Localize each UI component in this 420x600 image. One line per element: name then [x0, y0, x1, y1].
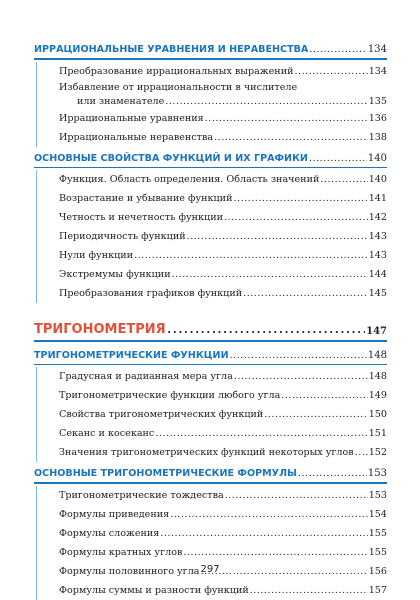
- entry-label: Возрастание и убывание функций: [59, 193, 233, 204]
- page-number: 134: [368, 65, 387, 77]
- toc-entry[interactable]: [59, 246, 387, 265]
- section-items: [36, 367, 387, 462]
- toc-entry[interactable]: [59, 581, 387, 600]
- toc-entry[interactable]: [59, 505, 387, 524]
- section-rule: [34, 58, 387, 60]
- section-items: [36, 486, 387, 600]
- entry-label: Свойства тригонометрических функций: [59, 409, 264, 420]
- entry-label: Градусная и радианная мера угла: [59, 371, 233, 382]
- page-number: 143: [368, 231, 387, 242]
- chapter-rule: [34, 340, 387, 342]
- section-title: ОСНОВНЫЕ ТРИГОНОМЕТРИЧЕСКИЕ ФОРМУЛЫ: [34, 468, 297, 479]
- leader-dots: [234, 371, 368, 382]
- entry-label: Преобразование иррациональных выражений: [59, 65, 294, 77]
- entry-label: Тригонометрические функции любого угла: [59, 390, 281, 401]
- entry-label: Формулы кратных углов: [59, 546, 183, 558]
- leader-dots: [264, 409, 367, 420]
- entry-label: Иррациональные неравенства: [59, 131, 214, 143]
- leader-dots: [320, 174, 367, 185]
- toc-entry[interactable]: [59, 128, 387, 147]
- leader-dots: [214, 132, 368, 143]
- toc-entry[interactable]: [59, 543, 387, 562]
- toc-entry[interactable]: [59, 424, 387, 443]
- toc-section: [34, 462, 387, 600]
- toc-entry[interactable]: [59, 208, 387, 227]
- page-number: 154: [368, 508, 387, 520]
- toc-entry[interactable]: [59, 443, 387, 462]
- leader-dots: [233, 193, 367, 204]
- page-number: 157: [368, 584, 387, 596]
- toc-entry[interactable]: [59, 284, 387, 303]
- page-number: 151: [368, 428, 387, 439]
- page-number: 136: [368, 112, 387, 124]
- leader-dots: [230, 350, 367, 361]
- section-heading[interactable]: [34, 462, 387, 481]
- page-number: 150: [368, 409, 387, 420]
- leader-dots: [165, 95, 367, 109]
- section-heading[interactable]: [34, 38, 387, 57]
- section-items: [36, 62, 387, 147]
- entry-label-continued: или знаменателе: [77, 95, 165, 107]
- leader-dots: [155, 428, 367, 439]
- entry-label: Формулы половинного угла: [59, 565, 200, 577]
- section-title: ИРРАЦИОНАЛЬНЫЕ УРАВНЕНИЯ И НЕРАВЕНСТВА: [34, 44, 309, 55]
- section-items: [36, 170, 387, 303]
- toc-entry[interactable]: [59, 62, 387, 81]
- page-folio: 297: [200, 564, 220, 575]
- page-number: 153: [368, 489, 387, 501]
- entry-label: Формулы сложения: [59, 527, 160, 539]
- entry-label: Периодичность функций: [59, 231, 186, 242]
- page-number: 148: [368, 371, 387, 382]
- page-number: 148: [367, 349, 387, 361]
- chapter-heading[interactable]: [34, 315, 387, 339]
- leader-dots: [160, 528, 367, 539]
- page-number: 138: [368, 131, 387, 143]
- section-rule: [34, 364, 387, 366]
- page-number: 153: [367, 468, 387, 479]
- leader-dots: [243, 288, 368, 299]
- section-heading[interactable]: [34, 344, 387, 363]
- entry-label: Избавление от иррациональности в числителе: [59, 81, 298, 93]
- page-number: 152: [368, 447, 387, 458]
- entry-label: Секанс и косеканс: [59, 428, 155, 439]
- leader-dots: [170, 509, 367, 520]
- page-number: 140: [367, 152, 387, 164]
- leader-dots: [355, 447, 368, 458]
- toc-section: [34, 344, 387, 463]
- entry-label: Тригонометрические тождества: [59, 489, 224, 501]
- toc-section: [34, 147, 387, 304]
- leader-dots: [295, 66, 368, 77]
- toc-section: [34, 38, 387, 147]
- leader-dots: [225, 490, 368, 501]
- page-number: 135: [368, 95, 387, 107]
- page-number: 134: [367, 44, 387, 55]
- section-rule: [34, 167, 387, 169]
- entry-label: Нули функции: [59, 250, 134, 261]
- toc-entry[interactable]: [59, 81, 387, 109]
- toc-entry[interactable]: [59, 367, 387, 386]
- page-number: 141: [368, 193, 387, 204]
- leader-dots: [183, 547, 367, 558]
- entry-label: Формулы приведения: [59, 508, 170, 520]
- toc-entry[interactable]: [59, 227, 387, 246]
- table-of-contents: [34, 38, 387, 600]
- toc-entry[interactable]: [59, 265, 387, 284]
- entry-label: Функция. Область определения. Область значений: [59, 174, 320, 185]
- leader-dots: [172, 269, 368, 280]
- section-title: ОСНОВНЫЕ СВОЙСТВА ФУНКЦИЙ И ИХ ГРАФИКИ: [34, 152, 308, 164]
- page-number: 143: [368, 250, 387, 261]
- entry-label: Экстремумы функции: [59, 269, 171, 280]
- section-heading[interactable]: [34, 147, 387, 166]
- page-number: 140: [368, 174, 387, 185]
- section-title: ТРИГОНОМЕТРИЧЕСКИЕ ФУНКЦИИ: [34, 349, 229, 361]
- entry-label: Четность и нечетность функции: [59, 212, 223, 223]
- page-number: 142: [368, 212, 387, 223]
- toc-entry[interactable]: [59, 189, 387, 208]
- page-number: 155: [368, 546, 387, 558]
- leader-dots: [167, 318, 365, 337]
- entry-label: Формулы суммы и разности функций: [59, 584, 249, 596]
- section-rule: [34, 482, 387, 484]
- entry-label: Иррациональные уравнения: [59, 112, 204, 124]
- toc-entry[interactable]: [59, 109, 387, 128]
- page-number: 144: [368, 269, 387, 280]
- page-number: 149: [368, 390, 387, 401]
- leader-dots: [205, 113, 368, 124]
- toc-entry[interactable]: [59, 170, 387, 189]
- leader-dots: [134, 250, 368, 261]
- toc-entry[interactable]: [59, 386, 387, 405]
- page-number: 145: [368, 288, 387, 299]
- leader-dots: [224, 212, 368, 223]
- entry-label: Преобразования графиков функций: [59, 288, 243, 299]
- leader-dots: [281, 390, 367, 401]
- leader-dots: [309, 153, 367, 164]
- entry-label: Значения тригонометрических функций некоторых углов: [59, 447, 354, 458]
- toc-entry[interactable]: [59, 486, 387, 505]
- toc-entry[interactable]: [59, 405, 387, 424]
- toc-entry[interactable]: [59, 524, 387, 543]
- leader-dots: [298, 468, 367, 479]
- page-number: 155: [368, 527, 387, 539]
- leader-dots: [309, 44, 367, 55]
- chapter-title: ТРИГОНОМЕТРИЯ: [34, 322, 166, 337]
- leader-dots: [187, 231, 368, 242]
- leader-dots: [250, 585, 368, 596]
- page-number: 156: [368, 565, 387, 577]
- page-number: 147: [366, 326, 387, 337]
